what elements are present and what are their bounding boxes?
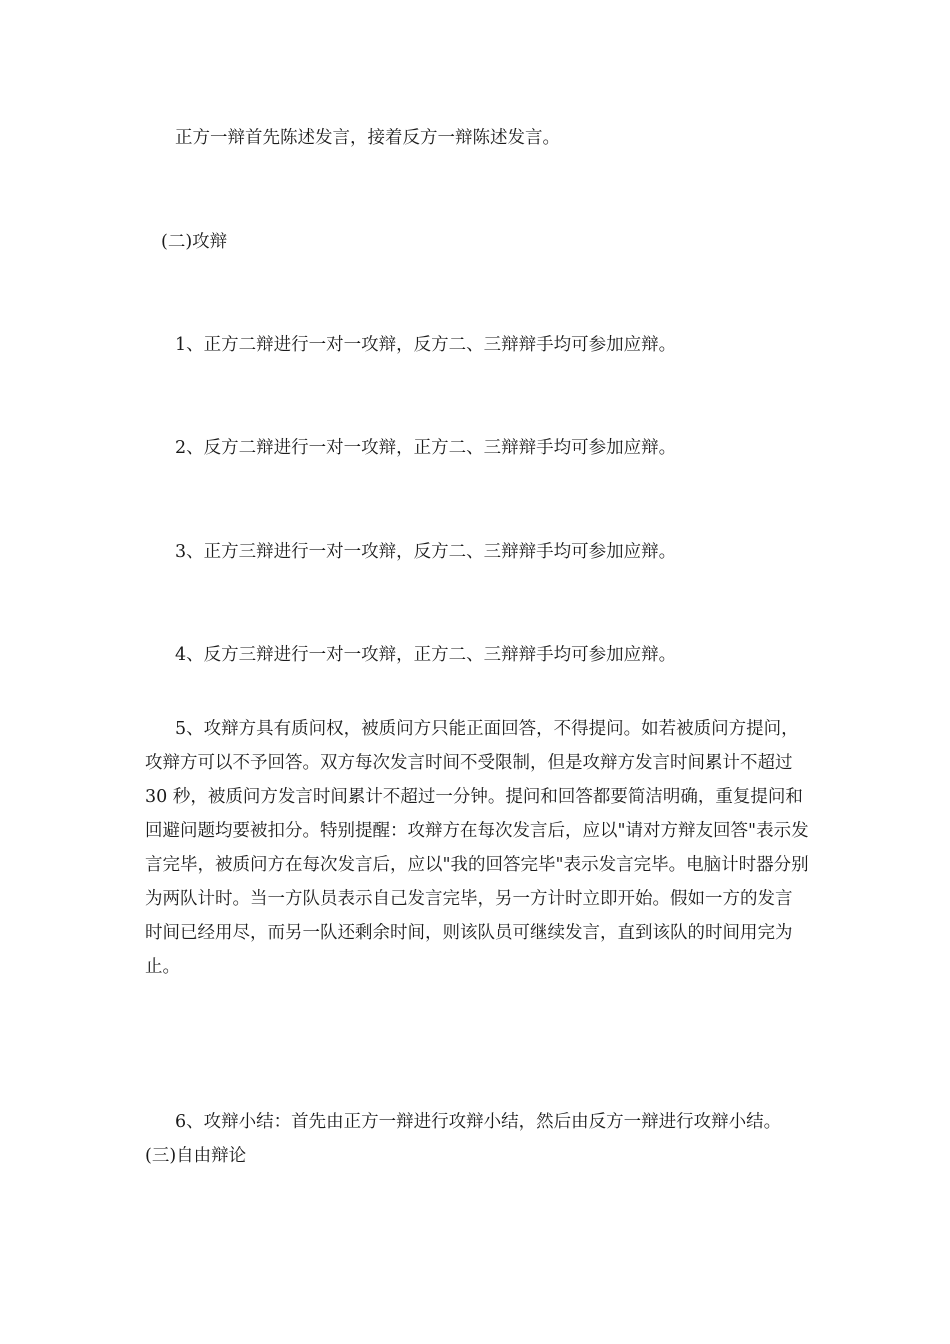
- list-item: 4、反方三辩进行一对一攻辩，正方二、三辩辩手均可参加应辩。: [175, 645, 677, 665]
- intro-line: 正方一辩首先陈述发言，接着反方一辩陈述发言。: [175, 128, 560, 148]
- section-heading-attack-debate: (二)攻辩: [161, 232, 228, 252]
- list-item: 1、正方二辩进行一对一攻辩，反方二、三辩辩手均可参加应辩。: [175, 335, 677, 355]
- list-item: 2、反方二辩进行一对一攻辩，正方二、三辩辩手均可参加应辩。: [175, 438, 677, 458]
- list-item: 3、正方三辩进行一对一攻辩，反方二、三辩辩手均可参加应辩。: [175, 542, 677, 562]
- paragraph-summary: 6、攻辩小结：首先由正方一辩进行攻辩小结，然后由反方一辩进行攻辩小结。 (三)自由辩论: [145, 1112, 782, 1166]
- paragraph-rules: 5、攻辩方具有质问权，被质问方只能正面回答，不得提问。如若被质问方提问，攻辩方可以不予回答。双方每次发言时间不受限制，但是攻辩方发言时间累计不超过 30 秒，被质问方发言时间累计不超过一分钟。提问和回答都要简洁明确，重复提问和回避问题均要被扣分。特别提醒：攻辩方在每次发言后，应以"请对方辩友回答"表示发言完毕，被质问方在每次发言后，应以"我的回答完毕"表示发言完毕。电脑计时器分别为两队计时。当一方队员表示自己发言完毕，另一方计时立即开始。假如一方的发言时间已经用尽，而另一队还剩余时间，则该队员可继续发言，直到该队的时间用完为止。: [145, 719, 809, 977]
